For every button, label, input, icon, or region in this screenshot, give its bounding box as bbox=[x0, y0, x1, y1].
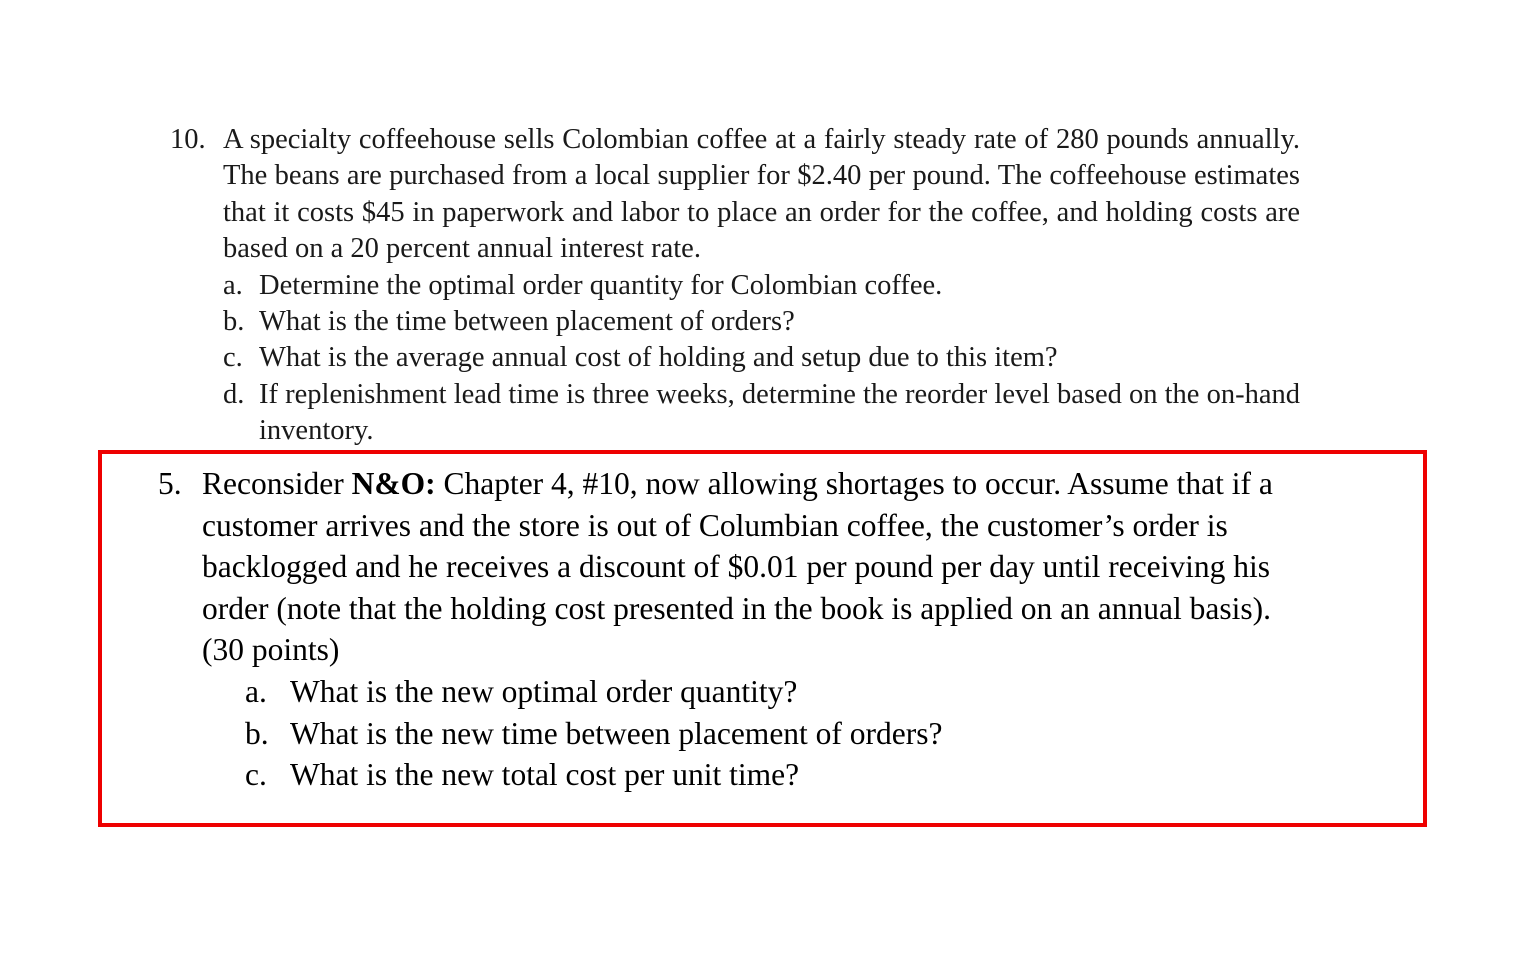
problem-part-b bbox=[170, 304, 1300, 340]
part-text: What is the new total cost per unit time? bbox=[290, 757, 800, 793]
problem-part-c bbox=[170, 340, 1300, 376]
part-text: If replenishment lead time is three weeks, determine the reorder level based on the on-hand inventory. bbox=[259, 378, 1300, 447]
part-text: What is the time between placement of orders? bbox=[259, 306, 795, 338]
question-text: Chapter 4, #10, now allowing shortages to occur. Assume that if a customer arrives and the store is out of Columbian coffee, the customer’s order is backlogged and he receives a discount of $0.01 per pound per day until receiving his order (note that the holding cost presented in the book is applied on an annual basis). (30 points) bbox=[202, 466, 1273, 668]
question-number: 5. bbox=[158, 466, 182, 501]
part-letter: c. bbox=[223, 342, 243, 374]
part-text: What is the new optimal order quantity? bbox=[290, 673, 798, 709]
part-letter: c. bbox=[245, 757, 267, 793]
problem-text: A specialty coffeehouse sells Colombian coffee at a fairly steady rate of 280 pounds annually. The beans are purchased from a local supplier for $2.40 per pound. The coffeehouse estimates that it costs $45 in paperwork and labor to place an order for the coffee, and holding costs are based on a 20 percent annual interest rate. bbox=[223, 124, 1300, 265]
assignment-part-c bbox=[158, 754, 1298, 796]
assignment-stem bbox=[158, 463, 1298, 671]
assignment-question-5 bbox=[158, 463, 1298, 796]
part-letter: a. bbox=[223, 269, 243, 301]
part-text: Determine the optimal order quantity for Colombian coffee. bbox=[259, 269, 943, 301]
problem-part-a bbox=[170, 268, 1300, 304]
assignment-part-b bbox=[158, 713, 1298, 755]
assignment-part-a bbox=[158, 671, 1298, 713]
part-letter: b. bbox=[245, 715, 269, 751]
problem-10-stem bbox=[170, 122, 1300, 268]
problem-part-d bbox=[170, 377, 1300, 450]
part-text: What is the average annual cost of holding and setup due to this item? bbox=[259, 342, 1058, 374]
problem-number: 10. bbox=[170, 124, 206, 155]
part-letter: d. bbox=[223, 378, 245, 410]
part-letter: b. bbox=[223, 306, 245, 338]
question-reference: N&O: bbox=[351, 466, 436, 501]
part-letter: a. bbox=[245, 673, 267, 709]
part-text: What is the new time between placement of orders? bbox=[290, 715, 943, 751]
book-problem-10 bbox=[170, 122, 1300, 450]
question-intro: Reconsider bbox=[202, 466, 352, 501]
